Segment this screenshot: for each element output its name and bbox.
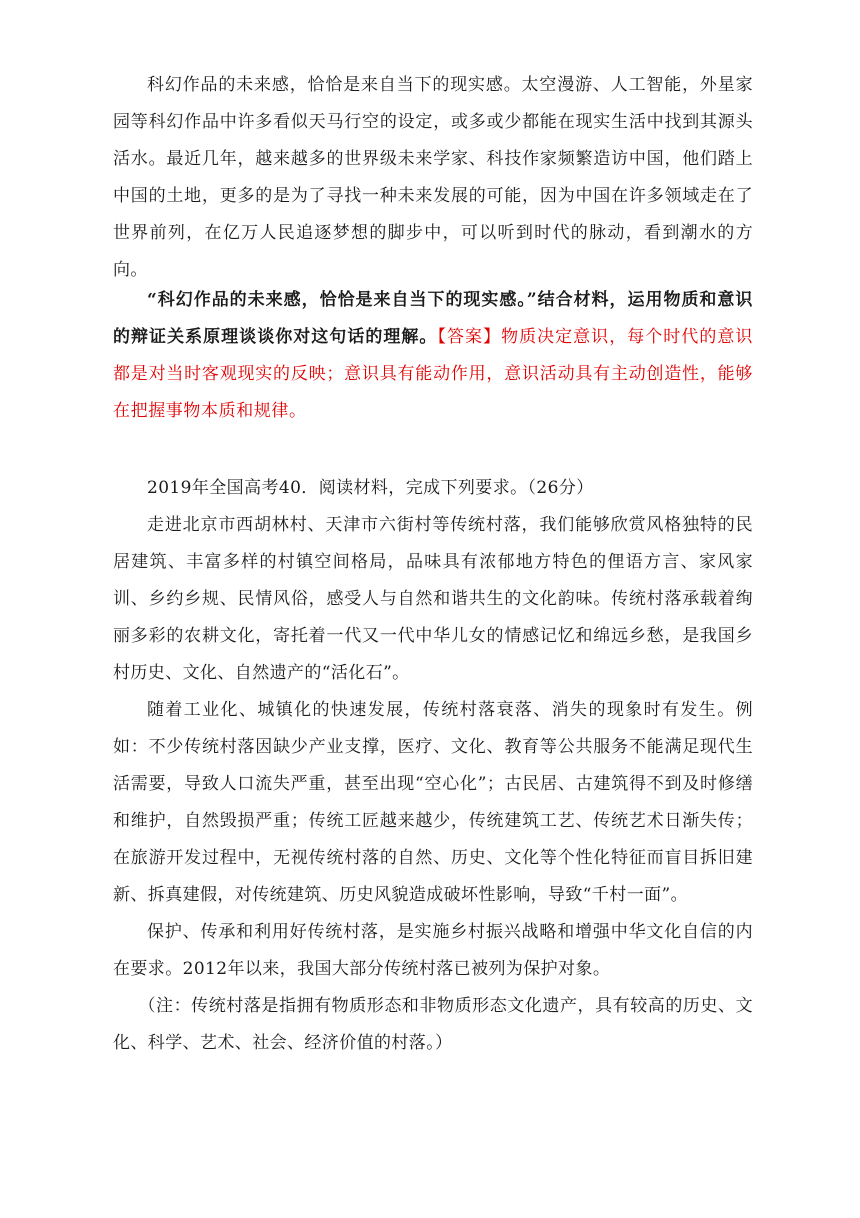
answer-text: 物质决定意识，每个时代的意识都是对当时客观现实的反映；意识具有能动作用，意识活动具有主动创造性，能够在把握事物本质和规律。	[113, 327, 753, 421]
material-paragraph: 科幻作品的未来感，恰恰是来自当下的现实感。太空漫游、人工智能，外星家园等科幻作品中许多看似天马行空的设定，或多或少都能在现实生活中找到其源头活水。最近几年，越来越多的世界级未来学家、科技作家频繁造访中国，他们踏上中国的土地，更多的是为了寻找一种未来发展的可能，因为中国在许多领域走在了世界前列，在亿万人民追逐梦想的脚步中，可以听到时代的脉动，看到潮水的方向。	[113, 75, 753, 280]
question-paragraph	[113, 282, 753, 430]
exam-question-2019	[113, 470, 753, 1062]
question-text: “科幻作品的未来感，恰恰是来自当下的现实感。”结合材料，运用物质和意识的辩证关系原理谈谈你对这句话的理解。	[113, 290, 753, 347]
note-paragraph: （注：传统村落是指拥有物质形态和非物质形态文化遗产，具有较高的历史、文化、科学、艺术、社会、经济价值的村落。）	[113, 996, 753, 1053]
answer-label: 【答案】	[437, 327, 502, 347]
body-paragraph-2: 随着工业化、城镇化的快速发展，传统村落衰落、消失的现象时有发生。例如：不少传统村落因缺少产业支撑，医疗、文化、教育等公共服务不能满足现代生活需要，导致人口流失严重，甚至出现“空心化”；古民居、古建筑得不到及时修缮和维护，自然毁损严重；传统工匠越来越少，传统建筑工艺、传统艺术日渐失传；在旅游开发过程中，无视传统村落的自然、历史、文化等个性化特征而盲目拆旧建新、拆真建假，对传统建筑、历史风貌造成破坏性影响，导致“千村一面”。	[113, 700, 753, 905]
body-paragraph-1: 走进北京市西胡林村、天津市六街村等传统村落，我们能够欣赏风格独特的民居建筑、丰富多样的村镇空间格局，品味具有浓郁地方特色的俚语方言、家风家训、乡约乡规、民情风俗，感受人与自然和谐共生的文化韵味。传统村落承载着绚丽多彩的农耕文化，寄托着一代又一代中华儿女的情感记忆和绵远乡愁，是我国乡村历史、文化、自然遗产的“活化石”。	[113, 515, 753, 683]
exam-heading: 2019年全国高考40．阅读材料，完成下列要求。（26分）	[147, 478, 594, 498]
body-paragraph-3: 保护、传承和利用好传统村落，是实施乡村振兴战略和增强中华文化自信的内在要求。2012年以来，我国大部分传统村落已被列为保护对象。	[113, 922, 753, 979]
